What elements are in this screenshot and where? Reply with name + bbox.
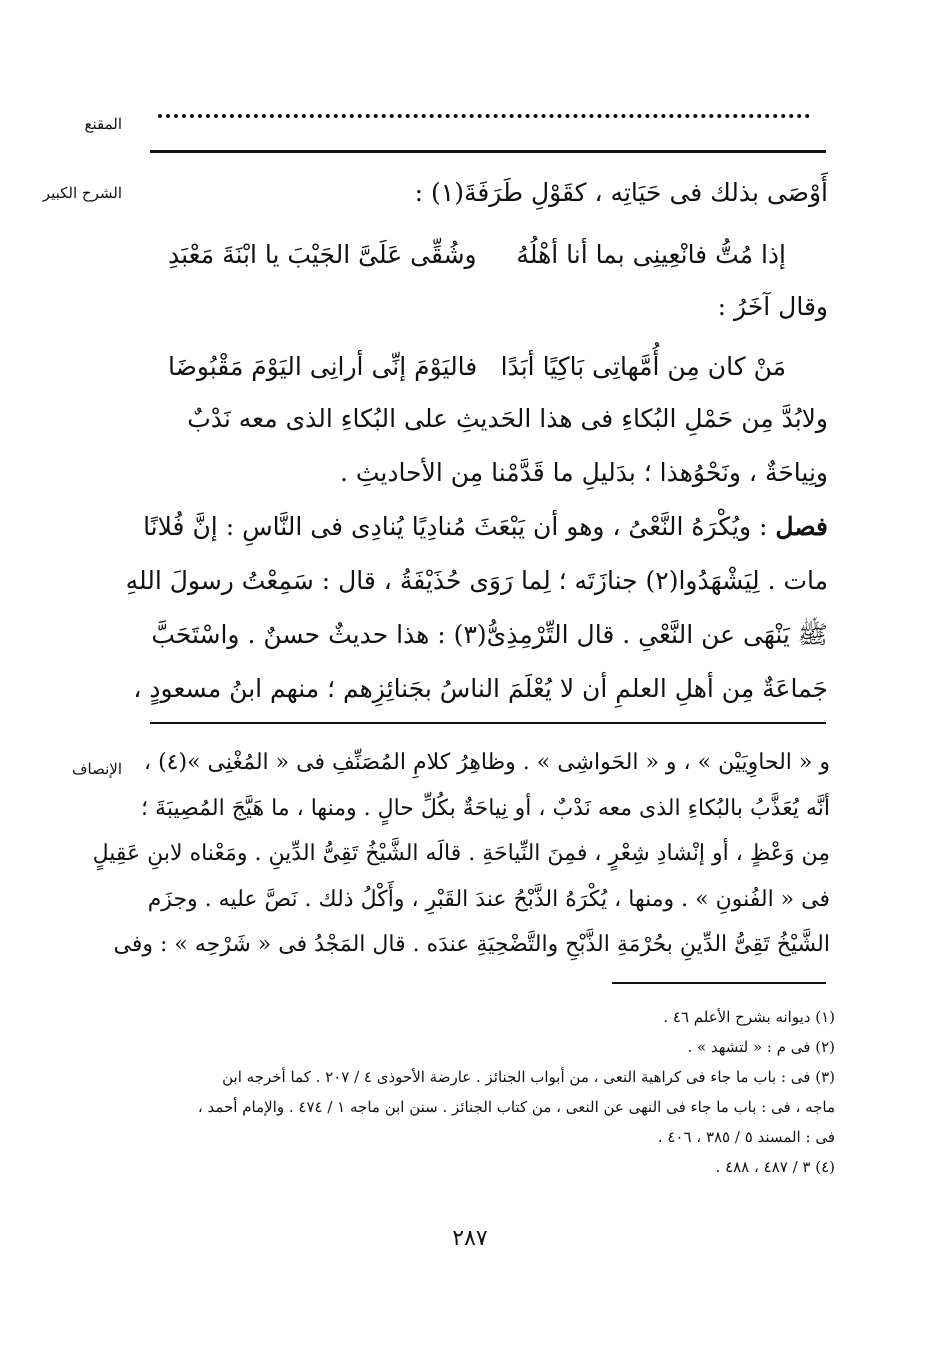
- insaf-line-3: مِن وَعْظٍ ، أو إنْشادِ شِعْرٍ ، فمِنَ النِّياحَةِ . قالَه الشَّيْخُ تَقِىُّ الدِّينِ . ومَعْناه لابنِ عَقِيلٍ: [92, 841, 830, 866]
- sharh-line-3: ولابُدَّ مِن حَمْلِ البُكاءِ فى هذا الحَديثِ على البُكاءِ الذى معه نَدْبٌ: [187, 404, 828, 433]
- sharh-line-5-text: : ويُكْرَهُ النَّعْىُ ، وهو أن يَبْعَثَ مُنادِيًا يُنادِى فى النَّاسِ : إنَّ فُلانًا: [143, 512, 776, 541]
- verse-1-first-hemistich: إذا مُتُّ فانْعِينِى بما أنا أهْلُهُ: [516, 240, 786, 269]
- footnote-4: (٤) ٣ / ٤٨٧ ، ٤٨٨ .: [715, 1158, 835, 1176]
- verse-2-second-hemistich: فاليَوْمَ إنِّى أرانِى اليَوْمَ مَقْبُوضَا: [168, 352, 478, 381]
- sharh-text: [150, 166, 828, 220]
- insaf-line-4: فى « الفُنونِ » . ومنها ، يُكْرَهُ الذَّبْحُ عندَ القَبْرِ ، وأَكْلُ ذلك . نَصَّ عليه . وجزَم: [147, 886, 830, 912]
- sharh-line-4: ونِياحَةٌ ، ونَحْوُهذا ؛ بدَليلِ ما قَدَّمْنا مِن الأحاديثِ .: [339, 458, 828, 487]
- verse-1-second-hemistich: وشُقِّى عَلَىَّ الجَيْبَ يا ابْنَةَ مَعْبَدِ: [168, 240, 477, 269]
- insaf-line-2: أنَّه يُعَذَّبُ بالبُكاءِ الذى معه نَدْبٌ ، أو نِياحَةٌ بكُلِّ حالٍ . ومنها ، ما هَيَّجَ المُصِيبَةَ ؛: [141, 795, 830, 821]
- sharh-line-8: جَماعَةٌ مِن أهلِ العلمِ أن لا يُعْلَمَ الناسُ بجَنائِزِهم ؛ منهم ابنُ مسعودٍ ،: [133, 674, 828, 703]
- sharh-line-1: أَوْصَى بذلك فى حَيَاتِه ، كقَوْلِ طَرَفَةَ(١) :: [414, 178, 828, 207]
- insaf-line-5: الشَّيْخُ تَقِىُّ الدِّينِ بحُرْمَةِ الذَّبْحِ والتَّضْحِيَةِ عندَه . قال المَجْدُ فى « شَرْحِه » : وفى: [113, 932, 830, 957]
- verse-2-first-hemistich: مَنْ كان مِن أُمَّهاتِى بَاكِيًا أبَدًا: [500, 352, 786, 381]
- sharh-line-7: ﷺ يَنْهَى عن النَّعْىِ . قال التِّرْمِذِىُّ(٣) : هذا حديثٌ حسنٌ . واسْتَحَبَّ: [151, 620, 828, 649]
- footnote-1: (١) ديوانه بشرح الأعلم ٤٦ .: [663, 1008, 835, 1026]
- footnote-2: (٢) فى م : « لتشهد » .: [687, 1038, 835, 1056]
- footnote-rule: [612, 982, 826, 984]
- header-dotted-rule: [158, 104, 810, 118]
- sharh-line-6: مات . لِيَشْهَدُوا(٢) جنازَتَه ؛ لِما رَوَى حُذَيْفَةُ ، قال : سَمِعْتُ رسولَ اللهِ: [125, 566, 828, 595]
- header-rule: [150, 150, 826, 153]
- footnote-3-line-3: فى : المسند ٥ / ٣٨٥ ، ٤٠٦ .: [657, 1128, 835, 1146]
- footnote-3-line-1: (٣) فى : باب ما جاء فى كراهية النعى ، من أبواب الجنائز . عارضة الأحوذى ٤ / ٢٠٧ . كما أخرجه ابن: [222, 1068, 835, 1086]
- verse-1: [150, 228, 828, 282]
- footnotes: [155, 1002, 835, 1182]
- sharh-line-2: وقال آخَرُ :: [717, 292, 828, 321]
- insaf-label: الإنصاف: [71, 760, 122, 778]
- verse-2: [150, 340, 828, 394]
- sharh-label: الشرح الكبير: [42, 184, 122, 202]
- sharh-text-2: [150, 280, 828, 334]
- section-divider: [150, 722, 826, 724]
- page-number: ٢٨٧: [452, 1226, 488, 1251]
- fasl-heading: فصل: [775, 512, 828, 541]
- sharh-text-3: [125, 392, 828, 716]
- insaf-line-1: و « الحاوِيَيْن » ، و « الحَواشِى » . وظاهِرُ كلامِ المُصَنِّفِ فى « المُغْنِى »(٤) ،: [143, 750, 830, 775]
- sharh-line-5: [143, 500, 828, 554]
- book-label: المقنع: [84, 115, 122, 133]
- footnote-3-line-2: ماجه ، فى : باب ما جاء فى النهى عن النعى ، من كتاب الجنائز . سنن ابن ماجه ١ / ٤٧٤ . والإمام أحمد ،: [197, 1098, 835, 1116]
